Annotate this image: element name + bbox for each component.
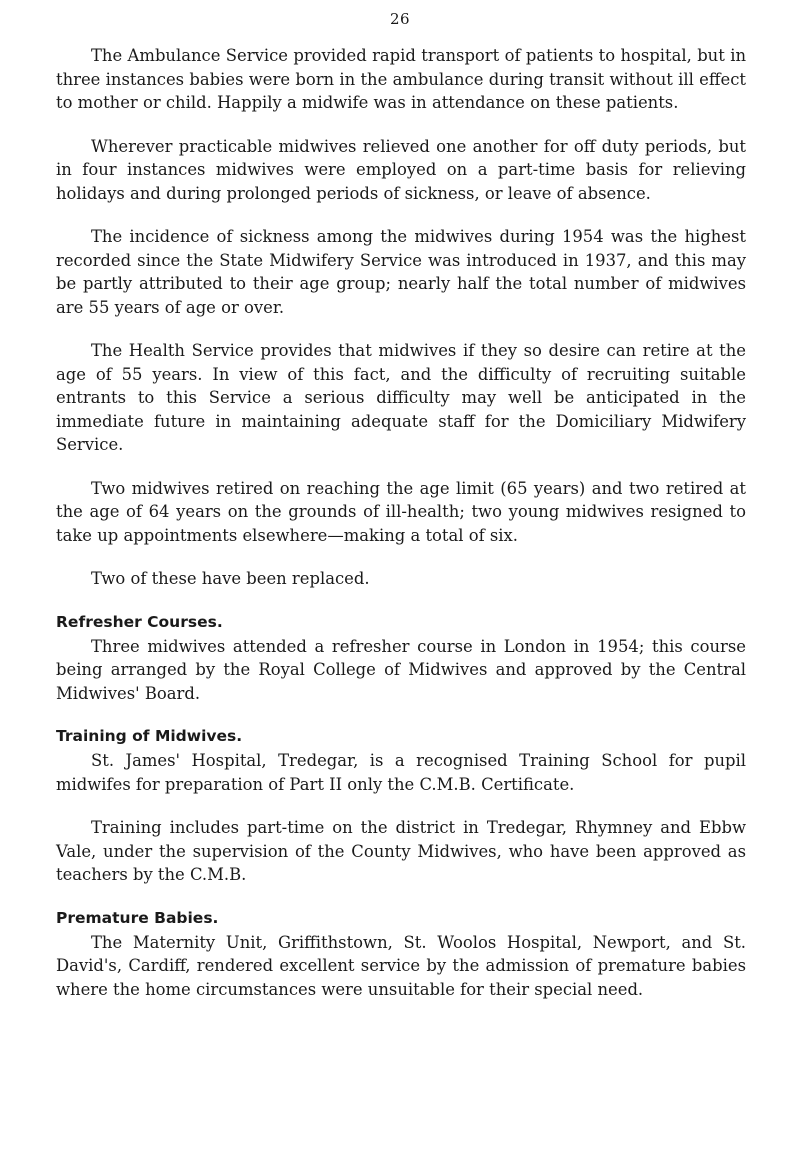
paragraph-retirements: Two midwives retired on reaching the age limit (65 years) and two retired at the age of 64 years on the grounds of ill-health; two young midwives resigned to take up appointments elsewhere—making a total of six. <box>56 478 746 545</box>
paragraph-off-duty-relief: Wherever practicable midwives relieved one another for off duty periods, but in four instances midwives were employed on a part-time basis for relieving holidays and during prolonged periods of sickness, or leave of absence. <box>56 136 746 203</box>
paragraph-retirement-age: The Health Service provides that midwives if they so desire can retire at the age of 55 years. In view of this fact, and the difficulty of recruiting suitable entrants to this Service a serious difficulty may well be anticipated in the immediate future in maintaining adequate staff for the Domiciliary Midwifery Service. <box>56 341 746 454</box>
page-body <box>56 44 746 1001</box>
page-number: 26 <box>389 10 411 28</box>
paragraph-premature-babies: The Maternity Unit, Griffithstown, St. Woolos Hospital, Newport, and St. David's, Cardiff, rendered excellent service by the admission of premature babies where the home circumstances were unsuitable for their special need. <box>56 932 746 999</box>
paragraph-refresher-courses: Three midwives attended a refresher course in London in 1954; this course being arranged by the Royal College of Midwives and approved by the Central Midwives' Board. <box>56 636 746 703</box>
heading-refresher-courses: Refresher Courses. <box>56 612 223 631</box>
paragraph-training-district: Training includes part-time on the district in Tredegar, Rhymney and Ebbw Vale, under the supervision of the County Midwives, who have been approved as teachers by the C.M.B. <box>56 818 746 884</box>
paragraph-replacements: Two of these have been replaced. <box>91 569 370 588</box>
paragraph-training-school: St. James' Hospital, Tredegar, is a recognised Training School for pupil midwifes for preparation of Part II only the C.M.B. Certificate. <box>56 751 746 794</box>
heading-training-of-midwives: Training of Midwives. <box>56 727 243 745</box>
paragraph-ambulance-service: The Ambulance Service provided rapid transport of patients to hospital, but in three instances babies were born in the ambulance during transit without ill effect to mother or child. Happily a midwife was in attendance on these patients. <box>56 46 746 112</box>
heading-premature-babies: Premature Babies. <box>56 908 219 927</box>
paragraph-sickness-incidence: The incidence of sickness among the midwives during 1954 was the highest recorded since the State Midwifery Service was introduced in 1937, and this may be partly attributed to their age group; nearly half the total number of midwives are 55 years of age or over. <box>56 227 746 317</box>
